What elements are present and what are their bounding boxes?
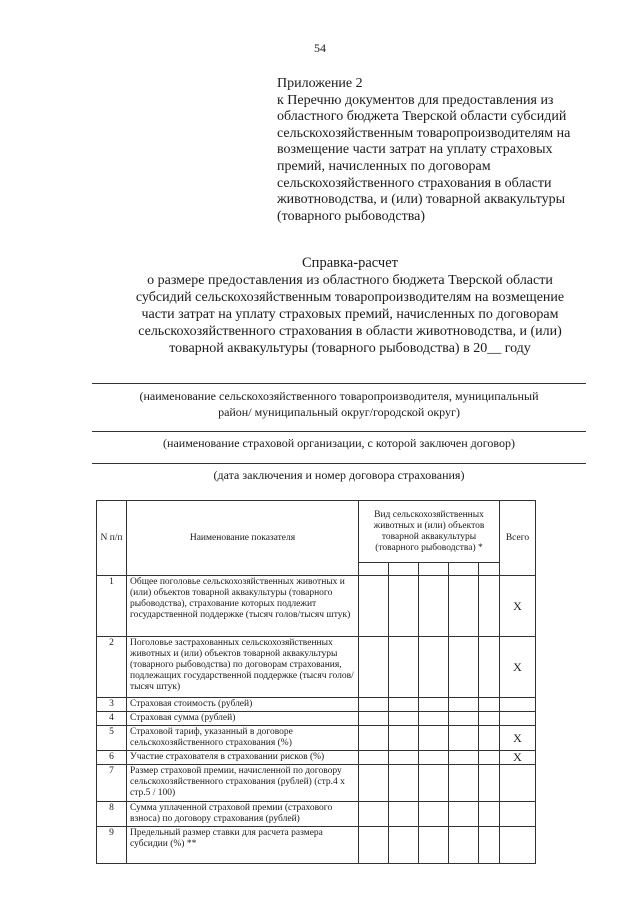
value-cell[interactable]: [359, 827, 389, 864]
table-header-row: [97, 501, 536, 563]
row-name: Поголовье застрахованных сельскохозяйственных животных и (или) объектов товарной аквакультуры (товарного рыбоводства) по договорам страхования, подлежащих государственной поддержке (тысяч голов/тысяч штук): [127, 637, 359, 698]
row-num: 3: [97, 698, 127, 712]
value-cell[interactable]: [389, 802, 419, 827]
row-name: Участие страхователя в страховании рисков (%): [127, 751, 359, 765]
appendix-line: к Перечню документов для предоставления из: [277, 92, 554, 108]
value-cell[interactable]: [389, 751, 419, 765]
row-name: Страховая сумма (рублей): [127, 712, 359, 726]
header-types: Вид сельскохозяйственных животных и (или) объектов товарной аквакультуры (товарного рыбоводства) *: [359, 501, 500, 563]
value-cell[interactable]: [479, 802, 500, 827]
value-cell[interactable]: [449, 712, 479, 726]
value-cell[interactable]: [389, 712, 419, 726]
document-title: Справка-расчет: [302, 255, 398, 271]
appendix-header: [277, 76, 607, 225]
row-num: 8: [97, 802, 127, 827]
calculation-table: [96, 500, 536, 864]
subtitle-line: сельскохозяйственного страхования в области животноводства, и (или): [138, 324, 562, 339]
value-cell[interactable]: [389, 765, 419, 802]
value-cell[interactable]: [449, 576, 479, 637]
value-cell[interactable]: [449, 637, 479, 698]
table-row: [97, 726, 536, 751]
value-cell[interactable]: [419, 637, 449, 698]
appendix-line: сельскохозяйственным товаропроизводителям на: [277, 125, 571, 141]
type-cell[interactable]: [359, 563, 389, 576]
value-cell[interactable]: [449, 802, 479, 827]
subtitle-line: части затрат на уплату страховых премий, начисленных по договорам: [141, 307, 559, 322]
value-cell[interactable]: [479, 827, 500, 864]
header-total: Всего: [500, 501, 536, 576]
row-num: 1: [97, 576, 127, 637]
subtitle-line: товарной аквакультуры (товарного рыбоводства) в 20__ году: [169, 341, 531, 356]
value-cell[interactable]: [359, 698, 389, 712]
value-cell[interactable]: [449, 765, 479, 802]
total-cell: Х: [500, 576, 536, 637]
total-cell[interactable]: [500, 712, 536, 726]
value-cell[interactable]: [419, 802, 449, 827]
value-cell[interactable]: [419, 827, 449, 864]
value-cell[interactable]: [389, 726, 419, 751]
total-cell[interactable]: [500, 698, 536, 712]
table-row: [97, 765, 536, 802]
insurer-caption: (наименование страховой организации, с которой заключен договор): [163, 436, 515, 450]
total-cell[interactable]: [500, 765, 536, 802]
table-row: [97, 698, 536, 712]
value-cell[interactable]: [479, 637, 500, 698]
appendix-line: премий, начисленных по договорам: [277, 158, 491, 174]
value-cell[interactable]: [449, 827, 479, 864]
value-cell[interactable]: [479, 698, 500, 712]
value-cell[interactable]: [449, 726, 479, 751]
header-name: Наименование показателя: [127, 501, 359, 576]
value-cell[interactable]: [449, 751, 479, 765]
value-cell[interactable]: [359, 751, 389, 765]
total-cell: Х: [500, 726, 536, 751]
row-name: Общее поголовье сельскохозяйственных животных и (или) объектов товарной аквакультуры (товарного рыбоводства), страхование которых подлежит государственной поддержке (тысяч голов/тысяч штук): [127, 576, 359, 637]
row-num: 9: [97, 827, 127, 864]
total-cell[interactable]: [500, 802, 536, 827]
value-cell[interactable]: [359, 637, 389, 698]
table-row: [97, 827, 536, 864]
value-cell[interactable]: [479, 712, 500, 726]
row-name: Сумма уплаченной страховой премии (страхового взноса) по договору страхования (рублей): [127, 802, 359, 827]
value-cell[interactable]: [419, 751, 449, 765]
value-cell[interactable]: [359, 712, 389, 726]
total-cell[interactable]: [500, 827, 536, 864]
row-name: Страховая стоимость (рублей): [127, 698, 359, 712]
table-row: [97, 802, 536, 827]
type-cell[interactable]: [479, 563, 500, 576]
row-num: 4: [97, 712, 127, 726]
value-cell[interactable]: [419, 726, 449, 751]
row-num: 2: [97, 637, 127, 698]
row-name: Предельный размер ставки для расчета размера субсидии (%) **: [127, 827, 359, 864]
document-subtitle: [80, 272, 620, 357]
appendix-line: (товарного рыбоводства): [277, 208, 426, 224]
appendix-line: животноводства, и (или) товарной аквакультуры: [277, 192, 565, 208]
total-cell: Х: [500, 637, 536, 698]
value-cell[interactable]: [359, 576, 389, 637]
type-cell[interactable]: [389, 563, 419, 576]
value-cell[interactable]: [479, 576, 500, 637]
total-cell: Х: [500, 751, 536, 765]
value-cell[interactable]: [419, 765, 449, 802]
value-cell[interactable]: [419, 576, 449, 637]
value-cell[interactable]: [389, 576, 419, 637]
row-name: Размер страховой премии, начисленной по договору сельскохозяйственного страхования (рублей) (стр.4 х стр.5 / 100): [127, 765, 359, 802]
value-cell[interactable]: [479, 765, 500, 802]
value-cell[interactable]: [449, 698, 479, 712]
value-cell[interactable]: [419, 712, 449, 726]
row-num: 6: [97, 751, 127, 765]
table-row: [97, 712, 536, 726]
appendix-line: Приложение 2: [277, 76, 363, 91]
producer-fill-line[interactable]: [92, 383, 586, 384]
value-cell[interactable]: [389, 698, 419, 712]
value-cell[interactable]: [389, 827, 419, 864]
type-cell[interactable]: [449, 563, 479, 576]
value-cell[interactable]: [359, 765, 389, 802]
subtitle-line: о размере предоставления из областного бюджета Тверской области: [147, 273, 553, 288]
table-row: [97, 751, 536, 765]
appendix-line: сельскохозяйственного страхования в области: [277, 175, 552, 191]
insurer-fill-line[interactable]: [92, 431, 586, 432]
value-cell[interactable]: [359, 726, 389, 751]
row-num: 5: [97, 726, 127, 751]
page-number: 54: [314, 41, 326, 55]
value-cell[interactable]: [389, 637, 419, 698]
subtitle-line: субсидий сельскохозяйственным товаропроизводителям на возмещение: [135, 290, 565, 305]
contract-fill-line[interactable]: [92, 463, 586, 464]
producer-caption: (наименование сельскохозяйственного товаропроизводителя, муниципальный район/ муниципальный округ/городской округ): [139, 389, 539, 419]
row-name: Страховой тариф, указанный в договоре сельскохозяйственного страхования (%): [127, 726, 359, 751]
value-cell[interactable]: [359, 802, 389, 827]
appendix-line: возмещение части затрат на уплату страховых: [277, 142, 553, 158]
table-row: [97, 576, 536, 637]
value-cell[interactable]: [419, 698, 449, 712]
table-row: [97, 637, 536, 698]
appendix-line: областного бюджета Тверской области субсидий: [277, 109, 567, 125]
contract-caption: (дата заключения и номер договора страхования): [213, 468, 465, 482]
row-num: 7: [97, 765, 127, 802]
type-cell[interactable]: [419, 563, 449, 576]
header-num: N п/п: [97, 501, 127, 576]
value-cell[interactable]: [479, 726, 500, 751]
value-cell[interactable]: [479, 751, 500, 765]
